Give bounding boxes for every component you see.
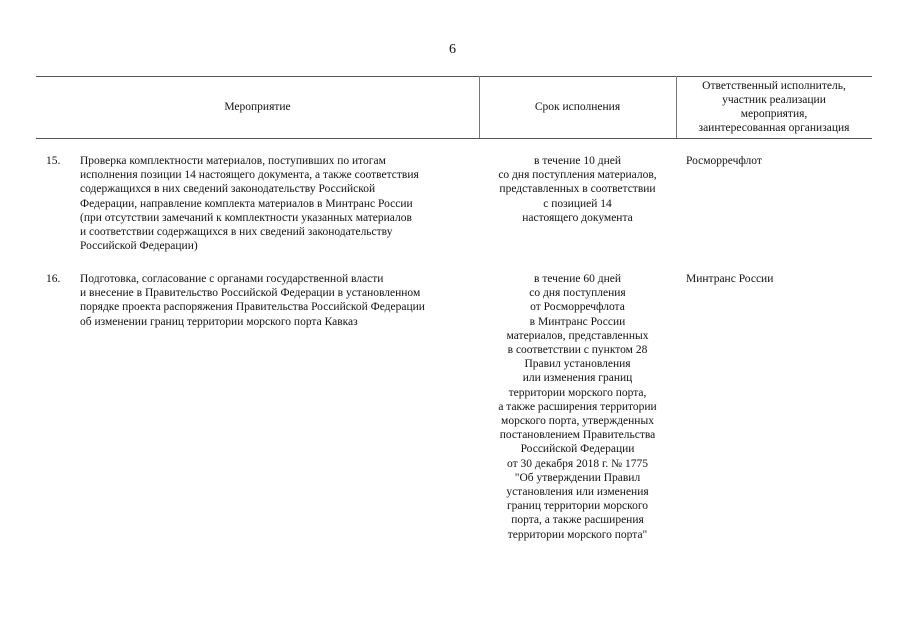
deadline-line: в течение 10 дней: [534, 155, 621, 167]
event-line: Проверка комплектности материалов, поступивших по итогам: [80, 155, 386, 167]
event-line: об изменении границ территории морского порта Кавказ: [80, 315, 358, 328]
deadline-line: территории морского порта": [507, 528, 648, 541]
header-line: мероприятия,: [740, 108, 808, 120]
row-event: [80, 154, 480, 253]
header-line: Ответственный исполнитель,: [702, 80, 846, 92]
row-deadline: [479, 154, 676, 225]
header-bottom-rule: [36, 138, 872, 139]
deadline-line: со дня поступления: [529, 287, 626, 300]
event-line: (при отсутствии замечаний к комплектности указанных материалов: [80, 211, 412, 224]
deadline-line: установления или изменения: [506, 486, 649, 499]
deadline-line: от Росморречфлота: [530, 301, 625, 314]
deadline-line: территории морского порта,: [508, 386, 647, 399]
header-line: участник реализации: [722, 94, 826, 106]
deadline-line: материалов, представленных: [506, 329, 649, 342]
table-top-rule: [36, 76, 872, 77]
event-line: и внесение в Правительство Российской Федерации в установленном: [80, 287, 421, 300]
deadline-line: в течение 60 дней: [534, 273, 621, 285]
event-line: и соответствии содержащихся в них сведений законодательству: [80, 226, 393, 239]
column-header-responsible: [676, 79, 872, 135]
column-header-event: Мероприятие: [224, 101, 291, 113]
deadline-line: порта, а также расширения: [511, 514, 644, 527]
event-line: Подготовка, согласование с органами государственной власти: [80, 273, 384, 285]
deadline-line: в соответствии с пунктом 28: [507, 344, 648, 357]
deadline-line: а также расширения территории: [498, 400, 657, 413]
row-number: 16.: [46, 273, 61, 285]
row-event: [80, 272, 480, 329]
event-line: порядке проекта распоряжения Правительства Российской Федерации: [80, 301, 425, 314]
deadline-line: морского порта, утвержденных: [501, 415, 654, 428]
row-responsible: Росморречфлот: [686, 155, 762, 167]
deadline-line: со дня поступления материалов,: [498, 169, 657, 182]
deadline-line: настоящего документа: [522, 211, 633, 224]
deadline-line: Правил установления: [524, 358, 631, 371]
event-line: содержащихся в них сведений законодательству Российской: [80, 183, 376, 196]
event-line: Российской Федерации): [80, 240, 198, 253]
row-deadline: [479, 272, 676, 542]
column-header-deadline: Срок исполнения: [534, 101, 621, 113]
event-line: Федерации, направление комплекта материалов в Минтранс России: [80, 197, 413, 210]
page-number: 6: [449, 42, 456, 57]
deadline-line: в Минтранс России: [529, 315, 626, 328]
row-number: 15.: [46, 155, 61, 167]
deadline-line: представленных в соответствии: [499, 183, 656, 196]
deadline-line: "Об утверждении Правил: [514, 471, 641, 484]
header-line: заинтересованная организация: [698, 122, 850, 134]
deadline-line: границ территории морского: [506, 500, 649, 513]
deadline-line: от 30 декабря 2018 г. № 1775: [506, 457, 648, 470]
deadline-line: с позицией 14: [543, 197, 612, 210]
deadline-line: Российской Федерации: [520, 443, 635, 456]
row-responsible: Минтранс России: [686, 273, 774, 285]
deadline-line: постановлением Правительства: [499, 429, 656, 442]
deadline-line: или изменения границ: [522, 372, 633, 385]
event-line: исполнения позиции 14 настоящего документа, а также соответствия: [80, 169, 419, 182]
